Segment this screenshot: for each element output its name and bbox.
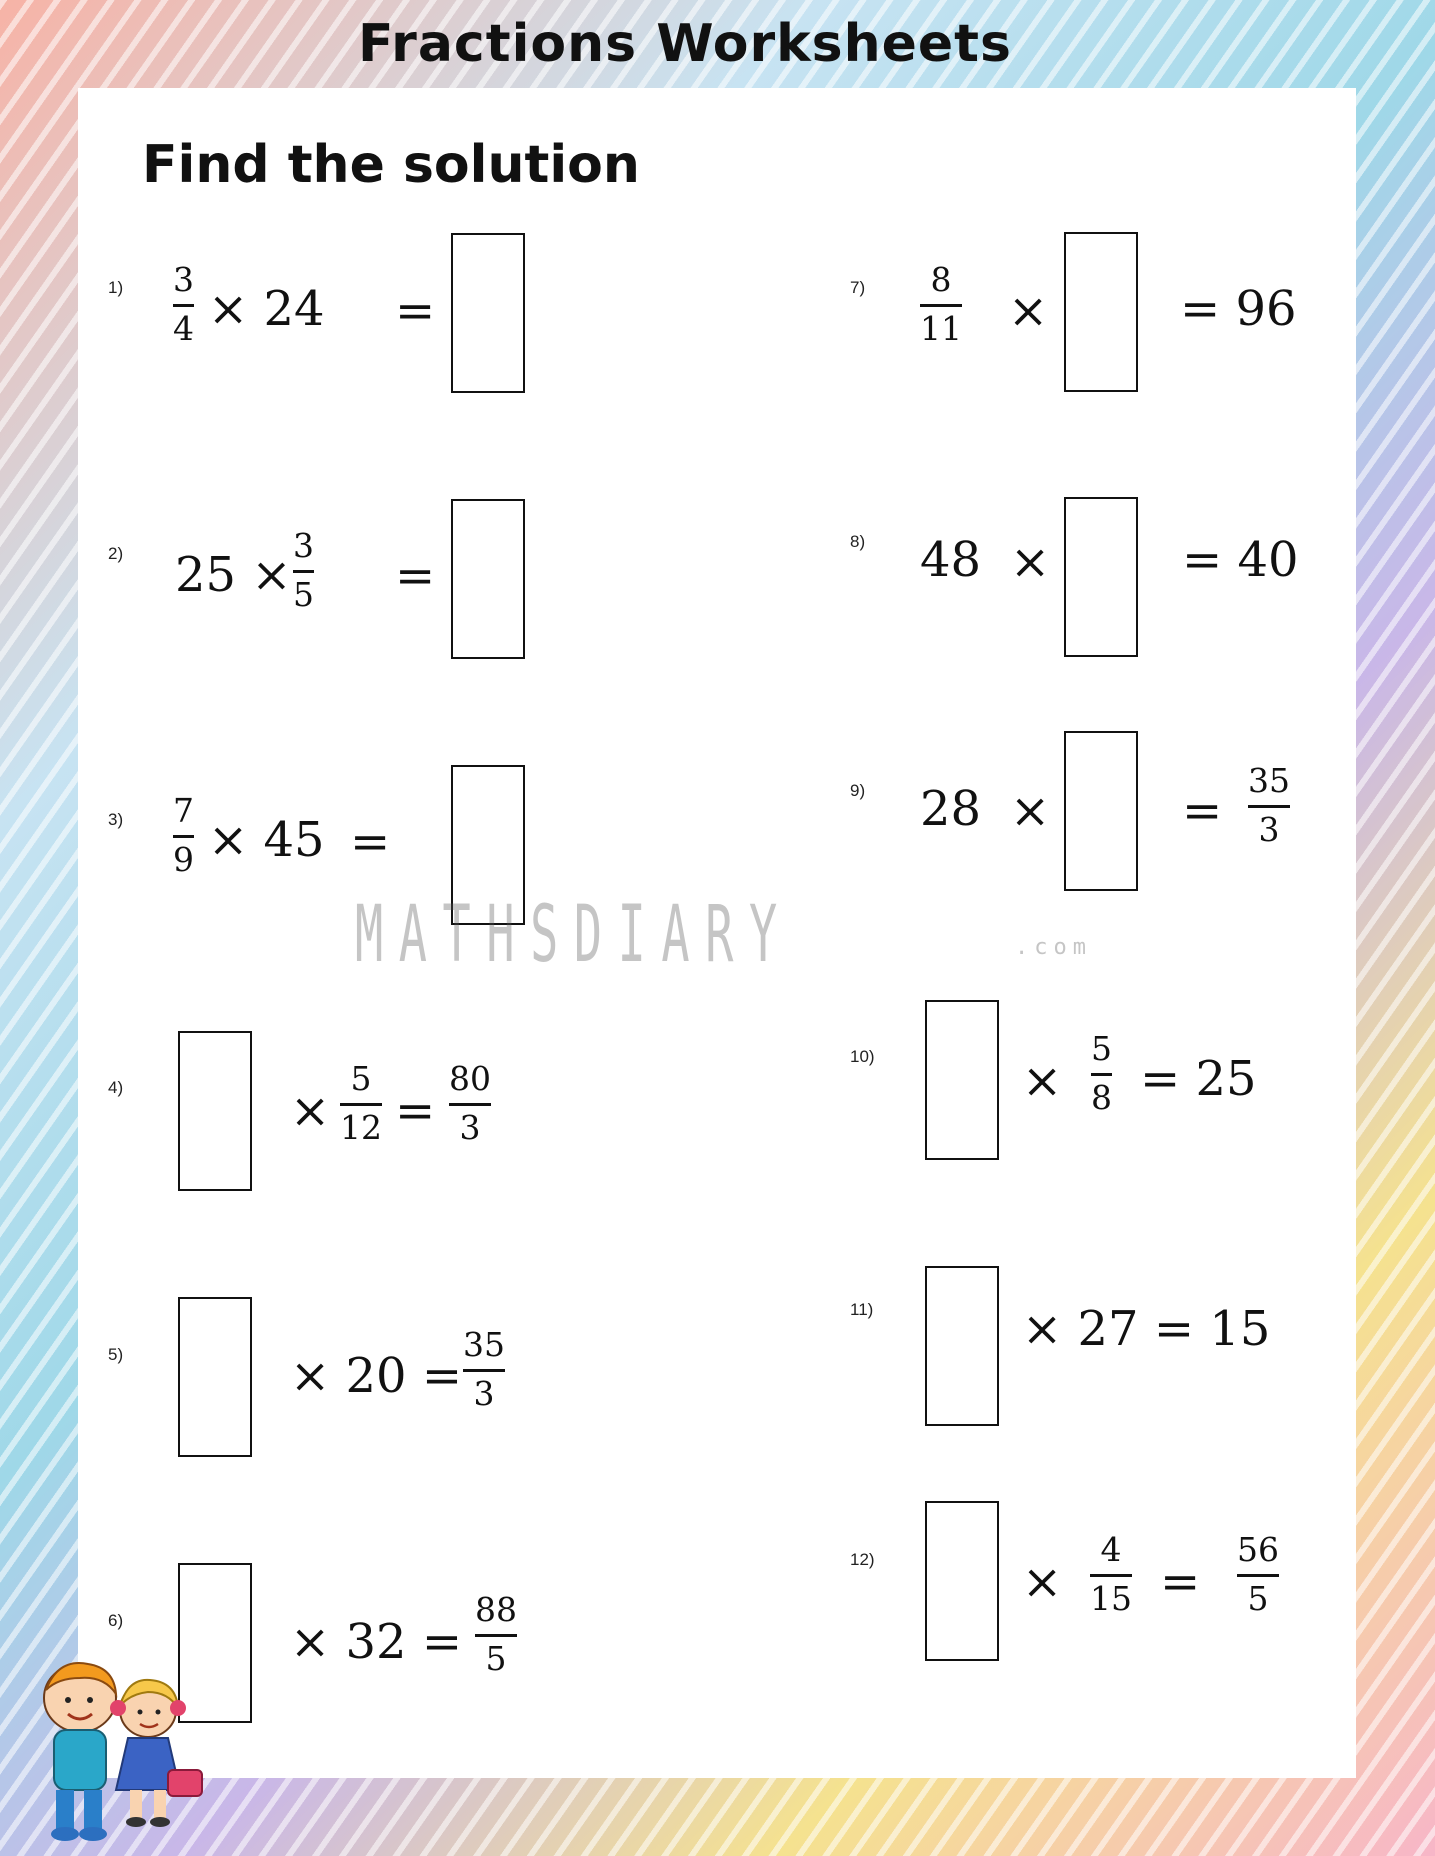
problem-number: 9) (850, 781, 866, 800)
equals-sign: = (395, 283, 436, 339)
fraction (1090, 1532, 1132, 1618)
answer-box[interactable] (451, 233, 525, 393)
numerator: 4 (1100, 1530, 1122, 1569)
denominator: 9 (173, 840, 194, 880)
equals-sign: = (395, 1083, 436, 1139)
result-fraction (1248, 763, 1290, 849)
fraction-bar (920, 304, 962, 307)
denominator: 4 (173, 309, 194, 349)
numerator: 5 (350, 1059, 372, 1098)
times-sign: × (1022, 1053, 1063, 1109)
numerator: 3 (173, 260, 194, 299)
numerator: 8 (930, 260, 952, 299)
result-fraction (449, 1061, 491, 1147)
result: = 40 (1182, 532, 1299, 588)
fraction (293, 528, 314, 614)
answer-box[interactable] (178, 1297, 252, 1457)
times-sign: × (1010, 534, 1051, 590)
fraction-bar (173, 835, 194, 838)
multiplier: 25 × (175, 547, 292, 603)
fraction-bar (1237, 1574, 1279, 1577)
fraction-bar (293, 570, 314, 573)
numerator: 35 (1248, 761, 1290, 800)
problem-number: 12) (850, 1550, 875, 1569)
fraction-bar (463, 1369, 505, 1372)
watermark-logo: MATHSDIARY (355, 890, 793, 980)
answer-box[interactable] (1064, 232, 1138, 392)
denominator: 5 (1247, 1579, 1269, 1619)
times-sign: × (1010, 783, 1051, 839)
multiplier: × 45 (208, 812, 325, 868)
numerator: 7 (173, 791, 194, 830)
result-fraction (1237, 1532, 1279, 1618)
multiplier: 48 (920, 532, 982, 588)
answer-box[interactable] (178, 1031, 252, 1191)
equals-sign: = (1160, 1554, 1201, 1610)
answer-box[interactable] (925, 1501, 999, 1661)
multiplier: × 20 = (290, 1348, 463, 1404)
fraction-bar (1090, 1574, 1132, 1577)
answer-box[interactable] (1064, 731, 1138, 891)
problem-number: 2) (108, 544, 124, 563)
multiplier: × 27 = 15 (1022, 1301, 1271, 1357)
fraction-bar (1091, 1073, 1112, 1076)
fraction-bar (173, 304, 194, 307)
result-fraction (463, 1327, 505, 1413)
denominator: 8 (1091, 1078, 1112, 1118)
denominator: 5 (485, 1639, 507, 1679)
numerator: 5 (1091, 1029, 1112, 1068)
kids-illustration-icon (18, 1650, 218, 1850)
times-sign: × (1008, 283, 1049, 339)
fraction-bar (449, 1103, 491, 1106)
times-sign: × (290, 1083, 331, 1139)
multiplier: 28 (920, 781, 982, 837)
fraction (1091, 1031, 1112, 1117)
instruction-heading: Find the solution (142, 135, 640, 195)
problem-number: 1) (108, 278, 124, 297)
page-title: Fractions Worksheets (357, 14, 1012, 74)
times-sign: × (1022, 1554, 1063, 1610)
result-fraction (475, 1592, 517, 1678)
fraction (920, 262, 962, 348)
fraction (340, 1061, 382, 1147)
numerator: 88 (475, 1590, 517, 1629)
equals-sign: = (350, 814, 391, 870)
result: = 25 (1140, 1051, 1257, 1107)
problem-number: 7) (850, 278, 866, 297)
fraction (173, 262, 194, 348)
problem-number: 4) (108, 1078, 124, 1097)
watermark-suffix: .com (1015, 935, 1092, 960)
denominator: 3 (473, 1374, 495, 1414)
numerator: 80 (449, 1059, 491, 1098)
problem-number: 3) (108, 810, 124, 829)
denominator: 3 (459, 1108, 481, 1148)
denominator: 11 (920, 309, 962, 349)
answer-box[interactable] (925, 1266, 999, 1426)
numerator: 35 (463, 1325, 505, 1364)
denominator: 5 (293, 575, 314, 615)
denominator: 12 (340, 1108, 382, 1148)
fraction-bar (340, 1103, 382, 1106)
answer-box[interactable] (451, 499, 525, 659)
result: = 96 (1180, 281, 1297, 337)
answer-box[interactable] (925, 1000, 999, 1160)
problem-number: 11) (850, 1300, 874, 1319)
problem-number: 8) (850, 532, 866, 551)
problem-number: 6) (108, 1611, 124, 1630)
answer-box[interactable] (1064, 497, 1138, 657)
denominator: 15 (1090, 1579, 1132, 1619)
fraction-bar (1248, 805, 1290, 808)
denominator: 3 (1258, 810, 1280, 850)
equals-sign: = (395, 548, 436, 604)
numerator: 3 (293, 526, 314, 565)
equals-sign: = (1182, 783, 1223, 839)
problem-number: 10) (850, 1047, 875, 1066)
fraction (173, 793, 194, 879)
multiplier: × 24 (208, 281, 325, 337)
problem-number: 5) (108, 1345, 124, 1364)
numerator: 56 (1237, 1530, 1279, 1569)
fraction-bar (475, 1634, 517, 1637)
multiplier: × 32 = (290, 1614, 463, 1670)
